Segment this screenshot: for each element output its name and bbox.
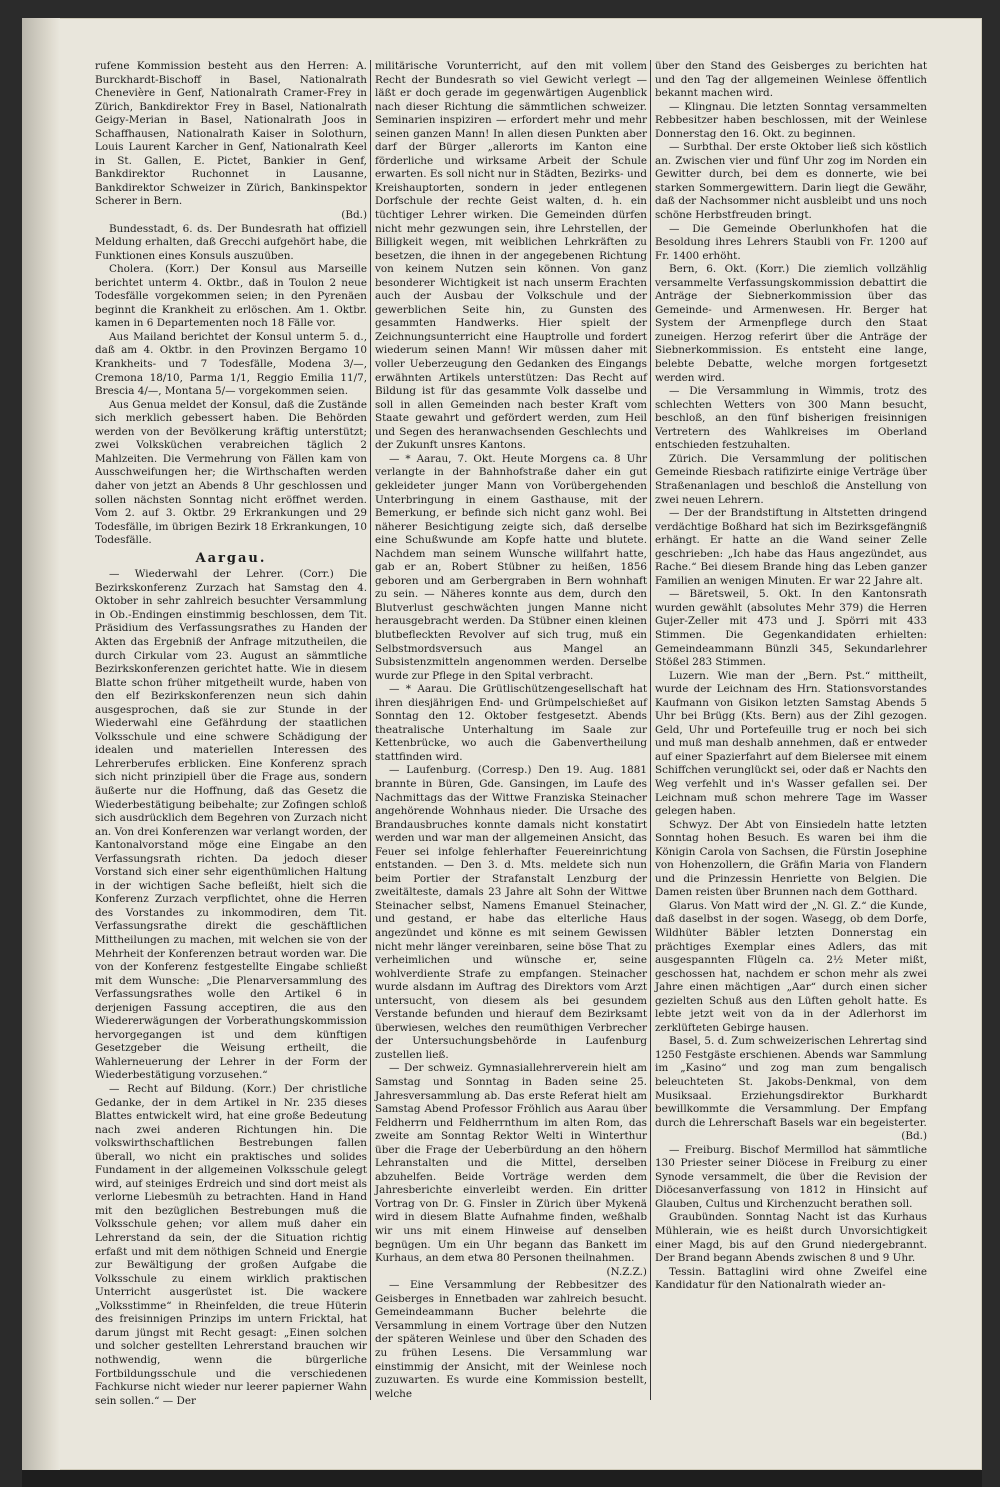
article-paragraph: — Der der Brandstiftung in Altstetten dringend verdächtige Boßhard hat sich im Bezirksgefängniß erhängt. Er hatte an die Wand seiner Zelle geschrieben: „Ich habe das Haus angezündet, aus Rache.“ Bei diesem Brande hing das Leben ganzer Familien an wenigen Minuten. Er war 22 Jahre alt. <box>655 507 927 587</box>
article-paragraph: — Der schweiz. Gymnasiallehrerverein hielt am Samstag und Sonntag in Baden seine 25. Jahresversammlung ab. Das erste Referat hielt am Samstag Abend Professor Fröhlich aus Aarau über Feldherrn und Feldherrnthum im alten Rom, das zweite am Sonntag Rektor Welti in Winterthur über die Frage der Ueberbürdung an den höhern Lehranstalten und die Mittel, derselben abzuhelfen. Beide Vorträge werden dem Jahresberichte einverleibt werden. Ein dritter Vortrag von Dr. G. Finsler in Zürich über Mykenä wird in diesem Blatte Aufnahme finden, weßhalb wir uns mit einem Hinweise auf denselben begnügen. Um ein Uhr begann das Bankett im Kurhaus, an dem etwa 80 Personen theilnahmen. (N.Z.Z.) <box>375 1062 647 1278</box>
article-paragraph: Bundesstadt, 6. ds. Der Bundesrath hat offiziell Meldung erhalten, daß Grecchi aufgehört habe, die Funktionen eines Konsuls auszuüben. <box>95 222 367 262</box>
column-rule-2 <box>650 60 651 1400</box>
article-paragraph: rufene Kommission besteht aus den Herren: A. Burckhardt-Bischoff in Basel, Nationalrath Chenevière in Genf, Nationalrath Cramer-Frey in Zürich, Bankdirektor Frey in Basel, Nationalrath Geigy-Merian in Basel, Nationalrath Joos in Schaffhausen, Nationalrath Kaiser in Solothurn, Louis Laurent Karcher in Genf, Nationalrath Keel in St. Gallen, E. Pictet, Bankier in Genf, Bankdirektor Ruchonnet in Lausanne, Bankdirektor Schweizer in Zürich, Bankinspektor Scherer in Bern. (Bd.) <box>95 60 367 222</box>
article-paragraph: militärische Vorunterricht, auf den mit vollem Recht der Bundesrath so viel Gewicht verlegt — läßt er doch gerade im gegenwärtigen Augenblick nach dieser Richtung die sämmtlichen schweizer. Seminarien inspiziren — erfordert mehr und mehr seinen ganzen Mann! In allen diesen Punkten aber darf der Bürger „allerorts im Kanton eine förderliche und wirksame Arbeit der Schule erwarten. Es soll nicht nur in Städten, Bezirks- und Kreishauptorten, sondern in jeder entlegenen Dorfschule der rechte Geist walten, d. h. ein tüchtiger Lehrer wirken. Die Gemeinden dürfen nicht mehr gezwungen sein, ihre Lehrstellen, der Billigkeit wegen, mit weiblichen Lehrkräften zu besetzen, die ihnen in der angegebenen Richtung von keinem Nutzen sein können. Von ganz besonderer Wichtigkeit ist nach unserm Erachten auch der Ausbau der Volkschule und der gewerblichen Seite hin, zu Gunsten des gesammten Handwerks. Hier spielt der Zeichnungsunterricht eine Hauptrolle und fordert wiederum seinen Mann! Wir müssen daher mit voller Ueberzeugung den Gedanken des Eingangs erwähnten Artikels unterstützen: Das Recht auf Bildung ist für das gesammte Volk dasselbe und soll in allen Gemeinden nach bester Kraft vom Staate gewahrt und gefördert werden, zum Heil und Segen des heranwachsenden Geschlechts und der Zukunft unsres Kantons. <box>375 60 647 452</box>
article-paragraph: — Eine Versammlung der Rebbesitzer des Geisberges in Ennetbaden war zahlreich besucht. Gemeindeammann Bucher belehrte die Versammlung in einem Vortrage über den Nutzen der späteren Weinlese und über den Schaden des zu frühen Lesens. Die Versammlung war einstimmig der Ansicht, mit der Weinlese noch zuzuwarten. Es wurde eine Kommission bestellt, welche <box>375 1279 647 1400</box>
article-paragraph: — Freiburg. Bischof Mermillod hat sämmtliche 130 Priester seiner Diöcese in Freiburg zu einer Synode versammelt, die über die Revision der Diöcesanverfassung von 1812 in Hinsicht auf Glauben, Cultus und Kirchenzucht berathen soll. <box>655 1143 927 1210</box>
article-paragraph: — Recht auf Bildung. (Korr.) Der christliche Gedanke, der in dem Artikel in Nr. 235 dieses Blattes entwickelt wird, hat eine große Bedeutung nach zwei anderen Richtungen hin. Die volkswirthschaftlichen Bestrebungen fallen überall, wo nicht ein praktisches und solides Fundament in der allgemeinen Volksschule gelegt wird, auf steiniges Erdreich und sind dort meist als verlorne Liebesmüh zu betrachten. Hand in Hand mit den bezüglichen Bestrebungen muß die Volksschule gehen; vor allem muß daher ein Lehrerstand da sein, der die Situation richtig erfaßt und mit dem nöthigen Schneid und Energie zur Bewältigung der großen Aufgabe die Volksschule zu einem wirklich praktischen Unterricht ausgerüstet ist. Die wackere „Volksstimme“ in Rheinfelden, die treue Hüterin des freisinnigen Prinzips im untern Fricktal, hat darum jüngst mit Recht gesagt: „Einen solchen und solcher gestellten Lehrerstand brauchen wir nothwendig, wenn die bürgerliche Fortbildungsschule und die verschiedenen Fachkurse nicht wieder nur leerer papierner Wahn sein sollen.“ — Der <box>95 1083 367 1407</box>
column-2 <box>375 60 647 1400</box>
scan-border <box>22 1470 982 1487</box>
article-paragraph: über den Stand des Geisberges zu berichten hat und den Tag der allgemeinen Weinlese öffentlich bekannt machen wird. <box>655 60 927 100</box>
article-paragraph: Glarus. Von Matt wird der „N. Gl. Z.“ die Kunde, daß daselbst in der sogen. Wasegg, ob dem Dorfe, Wildhüter Bäbler letzten Donnerstag ein prächtiges Exemplar eines Adlers, das mit ausgespannten Flügeln ca. 2½ Meter mißt, geschossen hat, nachdem er schon mehr als zwei Jahre einen mächtigen „Aar“ durch einen sicher gezielten Schuß aus den Lüften geholt hatte. Es lebte jetzt weit von da in der Adlerhorst im zerklüfteten Gebirge hausen. <box>655 899 927 1034</box>
article-paragraph: Aus Genua meldet der Konsul, daß die Zustände sich merklich gebessert haben. Die Behörden werden von der Bevölkerung kräftig unterstützt; zwei Volksküchen verabreichen täglich 2 Mahlzeiten. Die Vermehrung von Fällen kam von Ausschweifungen her; die Wirthschaften werden daher von jetzt an Abends 8 Uhr geschlossen und sollen nächsten Sonntag nicht eröffnet werden. Vom 2. auf 3. Oktbr. 29 Erkrankungen und 29 Todesfälle, im übrigen Bezirk 18 Erkrankungen, 10 Todesfälle. <box>95 398 367 547</box>
article-paragraph: Graubünden. Sonntag Nacht ist das Kurhaus Mühlerain, wie es heißt durch Unvorsichtigkeit einer Magd, bis auf den Grund niedergebrannt. Der Brand begann Abends zwischen 8 und 9 Uhr. <box>655 1211 927 1265</box>
article-paragraph: Aus Mailand berichtet der Konsul unterm 5. d., daß am 4. Oktbr. in den Provinzen Bergamo 10 Krankheits- und 7 Todesfälle, Modena 3/—, Cremona 18/10, Parma 1/1, Reggio Emilia 11/7, Brescia 4/—, Montana 5/— vorgekommen seien. <box>95 330 367 398</box>
article-paragraph: Cholera. (Korr.) Der Konsul aus Marseille berichtet unterm 4. Oktbr., daß in Toulon 2 neue Todesfälle vorgekommen seien; in den Pyrenäen beginnt die Krankheit zu erlöschen. Am 1. Oktbr. kamen in 6 Departementen noch 18 Fälle vor. <box>95 263 367 330</box>
column-rule-1 <box>370 60 371 1400</box>
article-paragraph: Bern, 6. Okt. (Korr.) Die ziemlich vollzählig versammelte Verfassungskommission debattirt die Anträge der Siebnerkommission über das Gemeinde- und Armenwesen. Hr. Berger hat System der Armenpflege durch den Staat zuneigen. Herzog referirt über die Anträge der Siebnerkommission. Es entsteht eine lange, belebte Debatte, welche morgen fortgesetzt werden wird. <box>655 263 927 384</box>
article-signature: (Bd.) <box>341 209 367 222</box>
article-paragraph: — Die Gemeinde Oberlunkhofen hat die Besoldung ihres Lehrers Staubli von Fr. 1200 auf Fr. 1400 erhöht. <box>655 222 927 262</box>
article-paragraph: — Wiederwahl der Lehrer. (Corr.) Die Bezirkskonferenz Zurzach hat Samstag den 4. Oktober in sehr zahlreich besuchter Versammlung in Ob.-Endingen einstimmig beschlossen, dem Tit. Präsidium des Verfassungsrathes zu Handen der Akten das Ergebniß der Anfrage mitzutheilen, die durch Cirkular vom 23. August an sämmtliche Bezirkskonferenzen gerichtet hatte. Wie in diesem Blatte schon früher mitgetheilt wurde, haben von den elf Bezirkskonferenzen neun sich dahin ausgesprochen, daß sie zur Stunde in der Wiederwahl eine Gefährdung der staatlichen Volksschule und eine schwere Schädigung der idealen und materiellen Interessen des Lehrerberufes erblicken. Eine Konferenz sprach sich nicht prinzipiell über die Frage aus, sondern äußerte nur die Hoffnung, daß das Gesetz die Wiederbestätigung beibehalte; zur Zofingen schloß sich ausdrücklich dem Begehren von Zurzach nicht an. Von drei Konferenzen war verlangt worden, der Kantonalvorstand möge eine Eingabe an den Verfassungsrath richten. Da jedoch dieser Vorstand sich einer sehr eigenthümlichen Haltung in der wichtigen Sache befleißt, hielt sich die Konferenz Zurzach verpflichtet, ohne die Herren des Vorstandes zu inkommodiren, dem Tit. Verfassungsrathe direkt die geschäftlichen Mittheilungen zu machen, mit welchen sie von der Mehrheit der Konferenzen betraut worden war. Die von der Konferenz festgestellte Eingabe schließt mit dem Wunsche: „Die Plenarversammlung des Verfassungsrathes wolle den Artikel 6 in derjenigen Fassung acceptiren, die aus den Wiedererwägungen der Vorberathungskommission hervorgegangen ist und dem künftigen Gesetzgeber die Weisung ertheilt, die Wahlerneuerung der Lehrer in der Form der Wiederbestätigung vorzusehen.“ <box>95 568 367 1082</box>
article-paragraph: — Klingnau. Die letzten Sonntag versammelten Rebbesitzer haben beschlossen, mit der Weinlese Donnerstag den 16. Okt. zu beginnen. <box>655 100 927 140</box>
article-signature: (Bd.) <box>901 1130 927 1143</box>
article-paragraph: — Die Versammlung in Wimmis, trotz des schlechten Wetters von 300 Mann besucht, beschloß, an den fünf bisherigen freisinnigen Vertretern des Wahlkreises im Oberland entschieden festzuhalten. <box>655 385 927 452</box>
article-paragraph: — * Aarau. Die Grütlischützengesellschaft hat ihren diesjährigen End- und Grümpelschießet auf Sonntag den 12. Oktober festgesetzt. Abends theatralische Unterhaltung im Saale zur Kettenbrücke, wo auch die Gabenvertheilung stattfinden wird. <box>375 683 647 763</box>
article-paragraph: — * Aarau, 7. Okt. Heute Morgens ca. 8 Uhr verlangte in der Bahnhofstraße daher ein gut gekleideter junger Mann von Vorübergehenden Unterbringung in einem Gasthause, mit der Bemerkung, er befinde sich nicht ganz wohl. Bei näherer Besichtigung zeigte sich, daß derselbe eine Schußwunde am Kopfe hatte und blutete. Nachdem man seinem Wunsche willfahrt hatte, gab er an, Robert Stübner zu heißen, 1856 geboren und am Gerbergraben in Bern wohnhaft zu sein. — Näheres konnte aus dem, durch den Blutverlust geschwächten jungen Manne nicht herausgebracht werden. Da Stübner einen kleinen blutbefleckten Revolver auf sich trug, muß ein Selbstmordsversuch aus Mangel an Subsistenzmitteln angenommen werden. Derselbe wurde zur Pflege in den Spital verbracht. <box>375 452 647 682</box>
article-paragraph: Schwyz. Der Abt von Einsiedeln hatte letzten Sonntag hohen Besuch. Es waren bei ihm die Königin Carola von Sachsen, die Fürstin Josephine von Hohenzollern, die Gräfin Maria von Flandern und die Prinzessin Henriette von Belgien. Die Damen reisten über Brunnen nach dem Gotthard. <box>655 818 927 899</box>
column-3 <box>655 60 927 1400</box>
section-heading: Aargau. <box>195 550 267 566</box>
article-paragraph: — Laufenburg. (Corresp.) Den 19. Aug. 1881 brannte in Büren, Gde. Gansingen, im Laufe des Nachmittags das der Wittwe Franziska Steinacher angehörende Wohnhaus nieder. Die Ursache des Brandausbruches konnte damals nicht konstatirt werden und war man der allgemeinen Ansicht, das Feuer sei infolge fehlerhafter Feuereinrichtung entstanden. — Den 3. d. Mts. meldete sich nun beim Portier der Strafanstalt Lenzburg der zweitälteste, damals 23 Jahre alt Sohn der Wittwe Steinacher selbst, Namens Emanuel Steinacher, und gestand, er habe das elterliche Haus angezündet und könne es mit seinem Gewissen nicht mehr länger vereinbaren, seine böse That zu verheimlichen und wünsche er, seine wohlverdiente Strafe zu empfangen. Steinacher wurde alsdann im Auftrag des Direktors vom Arzt untersucht, von diesem als bei gesundem Verstande befunden und hierauf dem Bezirksamt überwiesen, welches den reumüthigen Verbrecher der Untersuchungsbehörde in Laufenburg zustellen ließ. <box>375 764 647 1061</box>
article-paragraph: Luzern. Wie man der „Bern. Pst.“ mittheilt, wurde der Leichnam des Hrn. Stationsvorstandes Kaufmann von Gisikon letzten Samstag Abends 5 Uhr bei Brügg (Kts. Bern) aus der Zihl gezogen. Geld, Uhr und Portefeuille trug er noch bei sich und muß man deshalb annehmen, daß er entweder auf einer Spazierfahrt auf dem Bielersee mit einem Schiffchen verunglückt sei, oder daß er Nachts den Weg verfehlt und in's Wasser gefallen sei. Der Leichnam muß schon mehrere Tage im Wasser gelegen haben. <box>655 669 927 818</box>
article-signature: (N.Z.Z.) <box>606 1265 647 1278</box>
column-1 <box>95 60 367 1407</box>
page-binding-shadow <box>22 18 60 1470</box>
article-paragraph: — Surbthal. Der erste Oktober ließ sich köstlich an. Zwischen vier und fünf Uhr zog im Norden ein Gewitter durch, bei dem es donnerte, wie bei starken Sommergewittern. Darin liegt die Gewähr, daß der Nachsommer nicht ausbleibt und uns noch schöne Herbstfreuden bringt. <box>655 141 927 222</box>
article-paragraph: Basel, 5. d. Zum schweizerischen Lehrertag sind 1250 Festgäste erschienen. Abends war Sammlung im „Kasino“ und zog man zum bengalisch beleuchteten St. Jakobs-Denkmal, von dem Musiksaal. Erziehungsdirektor Burkhardt bewillkommte die Versammlung. Der Empfang durch die Lehrerschaft Basels war ein begeisterter. (Bd.) <box>655 1035 927 1143</box>
article-paragraph: Tessin. Battaglini wird ohne Zweifel eine Kandidatur für den Nationalrath wieder an- <box>655 1265 927 1292</box>
article-paragraph: — Bäretsweil, 5. Okt. In den Kantonsrath wurden gewählt (absolutes Mehr 379) die Herren Gujer-Zeller mit 473 und J. Spörri mit 433 Stimmen. Die Gegenkandidaten erhielten: Gemeindeammann Bünzli 345, Sekundarlehrer Stößel 283 Stimmen. <box>655 588 927 669</box>
article-paragraph: Zürich. Die Versammlung der politischen Gemeinde Riesbach ratifizirte einige Verträge über Straßenanlagen und beschloß die Anstellung von zwei neuen Lehrern. <box>655 452 927 506</box>
